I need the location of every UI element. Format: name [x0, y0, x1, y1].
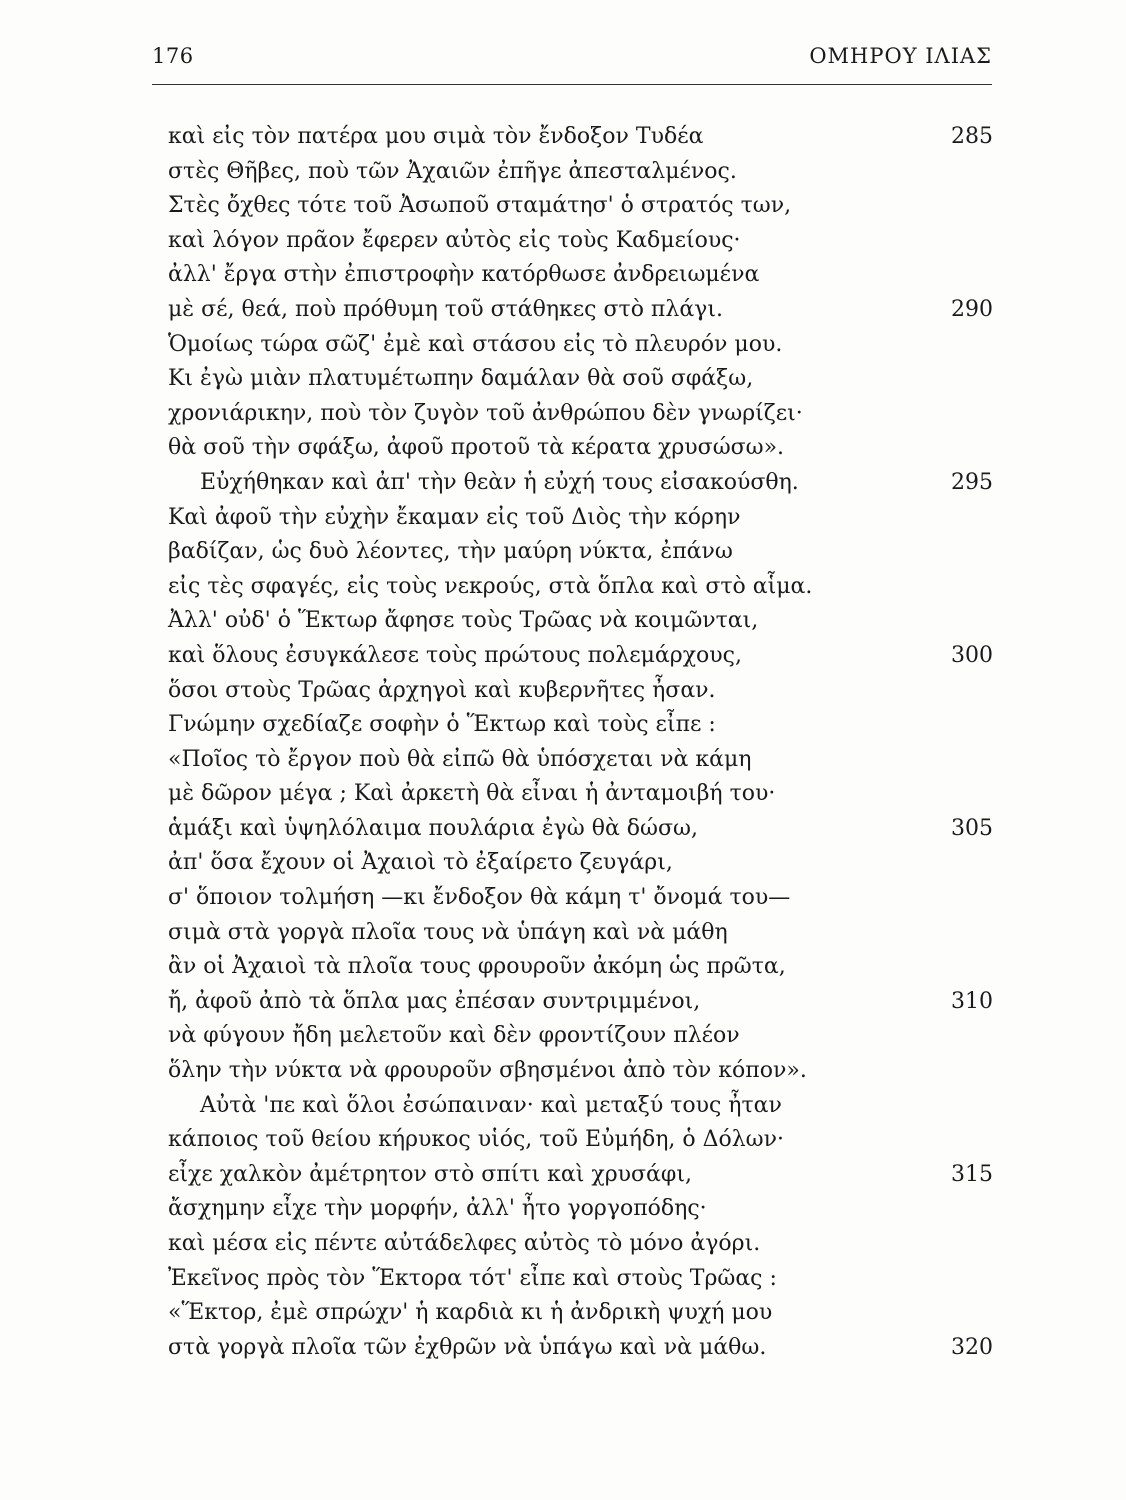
line-number: 295 [951, 469, 993, 495]
verse-text: καὶ λόγον πρᾶον ἔφερεν αὐτὸς εἰς τοὺς Καδμείους· [168, 227, 741, 253]
verse-line [168, 328, 993, 363]
verse-block [168, 120, 993, 1365]
verse-line [168, 846, 993, 881]
verse-text: Κι ἐγὼ μιὰν πλατυμέτωπην δαμάλαν θὰ σοῦ σφάξω, [168, 366, 754, 392]
verse-text: χρονιάρικην, ποὺ τὸν ζυγὸν τοῦ ἀνθρώπου δὲν γνωρίζει· [168, 400, 803, 426]
verse-text: βαδίζαν, ὡς δυὸ λέοντες, τὴν μαύρη νύκτα, ἐπάνω [168, 539, 733, 565]
verse-text: καὶ ὅλους ἐσυγκάλεσε τοὺς πρώτους πολεμάρχους, [168, 642, 742, 668]
verse-line [168, 1158, 993, 1193]
verse-text: σιμὰ στὰ γοργὰ πλοῖα τους νὰ ὑπάγη καὶ νὰ μάθη [168, 919, 728, 945]
line-number: 290 [951, 296, 993, 322]
verse-text: μὲ σέ, θεά, ποὺ πρόθυμη τοῦ στάθηκες στὸ πλάγι. [168, 296, 723, 322]
verse-line [168, 1262, 993, 1297]
verse-line [168, 535, 993, 570]
verse-text: Ὁμοίως τώρα σῶζ' ἐμὲ καὶ στάσου εἰς τὸ πλευρόν μου. [168, 331, 783, 357]
verse-line [168, 293, 993, 328]
line-number: 320 [951, 1334, 993, 1360]
line-number: 310 [951, 988, 993, 1014]
verse-text: καὶ εἰς τὸν πατέρα μου σιμὰ τὸν ἔνδοξον Τυδέα [168, 124, 704, 149]
verse-line [168, 743, 993, 778]
verse-text: Ἐκεῖνος πρὸς τὸν Ἕκτορα τότ' εἶπε καὶ στοὺς Τρῶας : [168, 1265, 777, 1291]
page-header [152, 44, 992, 86]
verse-text: ἤ, ἀφοῦ ἀπὸ τὰ ὅπλα μας ἐπέσαν συντριμμένοι, [168, 988, 701, 1014]
verse-line [168, 604, 993, 639]
verse-line [168, 1192, 993, 1227]
verse-text: Καὶ ἀφοῦ τὴν εὐχὴν ἔκαμαν εἰς τοῦ Διὸς τὴν κόρην [168, 504, 741, 530]
verse-line [168, 501, 993, 536]
verse-text: στὰ γοργὰ πλοῖα τῶν ἐχθρῶν νὰ ὑπάγω καὶ νὰ μάθω. [168, 1334, 767, 1360]
line-number: 315 [951, 1161, 993, 1187]
verse-line [168, 812, 993, 847]
verse-line [168, 1019, 993, 1054]
verse-line [168, 570, 993, 605]
verse-text: θὰ σοῦ τὴν σφάξω, ἀφοῦ προτοῦ τὰ κέρατα χρυσώσω». [168, 435, 785, 461]
verse-line [168, 1089, 993, 1124]
verse-line [168, 639, 993, 674]
verse-line [168, 466, 993, 501]
header-rule [152, 84, 992, 85]
verse-text: καὶ μέσα εἰς πέντε αὐτάδελφες αὐτὸς τὸ μόνο ἀγόρι. [168, 1231, 761, 1256]
verse-line [168, 1123, 993, 1158]
verse-line [168, 1227, 993, 1262]
page-number: 176 [152, 44, 194, 68]
verse-text: μὲ δῶρον μέγα ; Καὶ ἀρκετὴ θὰ εἶναι ἡ ἀνταμοιβή του· [168, 781, 776, 807]
verse-line [168, 1296, 993, 1331]
verse-text: Στὲς ὄχθες τότε τοῦ Ἀσωποῦ σταμάτησ' ὁ στρατός των, [168, 193, 792, 219]
verse-text: εἶχε χαλκὸν ἀμέτρητον στὸ σπίτι καὶ χρυσάφι, [168, 1161, 692, 1187]
verse-text: ἀπ' ὅσα ἔχουν οἱ Ἀχαιοὶ τὸ ἐξαίρετο ζευγάρι, [168, 850, 673, 876]
verse-text: ὅσοι στοὺς Τρῶας ἀρχηγοὶ καὶ κυβερνῆτες ἦσαν. [168, 677, 716, 703]
verse-text: «Ποῖος τὸ ἔργον ποὺ θὰ εἰπῶ θὰ ὑπόσχεται νὰ κάμη [168, 746, 752, 772]
verse-line [168, 674, 993, 709]
verse-line [168, 1331, 993, 1366]
verse-text: σ' ὅποιον τολμήση —κι ἔνδοξον θὰ κάμη τ' ὄνομά του— [168, 885, 791, 911]
line-number: 300 [951, 642, 993, 668]
verse-text: στὲς Θῆβες, ποὺ τῶν Ἀχαιῶν ἐπῆγε ἀπεσταλμένος. [168, 158, 737, 184]
verse-line [168, 708, 993, 743]
verse-line [168, 431, 993, 466]
verse-line [168, 120, 993, 155]
verse-text: κάποιος τοῦ θείου κήρυκος υἱός, τοῦ Εὐμήδη, ὁ Δόλων· [168, 1127, 784, 1153]
verse-text: «Ἕκτορ, ἐμὲ σπρώχν' ἡ καρδιὰ κι ἡ ἀνδρικὴ ψυχή μου [168, 1300, 773, 1326]
verse-text: Ἀλλ' οὐδ' ὁ Ἕκτωρ ἄφησε τοὺς Τρῶας νὰ κοιμῶνται, [168, 608, 759, 634]
verse-line [168, 950, 993, 985]
verse-text: εἰς τὲς σφαγές, εἰς τοὺς νεκρούς, στὰ ὅπλα καὶ στὸ αἷμα. [168, 573, 813, 599]
verse-line [168, 985, 993, 1020]
verse-text: ἀλλ' ἔργα στὴν ἐπιστροφὴν κατόρθωσε ἀνδρειωμένα [168, 262, 760, 288]
verse-text: ἁμάξι καὶ ὑψηλόλαιμα πουλάρια ἐγὼ θὰ δώσω, [168, 815, 698, 841]
verse-text: ἂν οἱ Ἀχαιοὶ τὰ πλοῖα τους φρουροῦν ἀκόμη ὡς πρῶτα, [168, 954, 786, 980]
running-title: ΟΜΗΡΟΥ ΙΛΙΑΣ [809, 44, 992, 68]
verse-line [168, 916, 993, 951]
verse-text: Γνώμην σχεδίαζε σοφὴν ὁ Ἕκτωρ καὶ τοὺς εἶπε : [168, 712, 716, 738]
verse-line [168, 155, 993, 190]
verse-line [168, 777, 993, 812]
verse-text: νὰ φύγουν ἤδη μελετοῦν καὶ δὲν φροντίζουν πλέον [168, 1023, 740, 1049]
verse-line [168, 189, 993, 224]
verse-text: ἄσχημην εἶχε τὴν μορφήν, ἀλλ' ἦτο γοργοπόδης· [168, 1196, 707, 1222]
verse-line [168, 1054, 993, 1089]
verse-line [168, 258, 993, 293]
verse-line [168, 881, 993, 916]
verse-line [168, 224, 993, 259]
verse-line [168, 362, 993, 397]
line-number: 305 [951, 815, 993, 841]
line-number: 285 [951, 124, 993, 149]
verse-text: Εὐχήθηκαν καὶ ἀπ' τὴν θεὰν ἡ εὐχή τους εἰσακούσθη. [200, 469, 799, 495]
verse-text: ὅλην τὴν νύκτα νὰ φρουροῦν σβησμένοι ἀπὸ τὸν κόπον». [168, 1058, 807, 1084]
verse-line [168, 397, 993, 432]
verse-text: Αὐτὰ 'πε καὶ ὅλοι ἐσώπαιναν· καὶ μεταξύ τους ἦταν [200, 1092, 782, 1118]
